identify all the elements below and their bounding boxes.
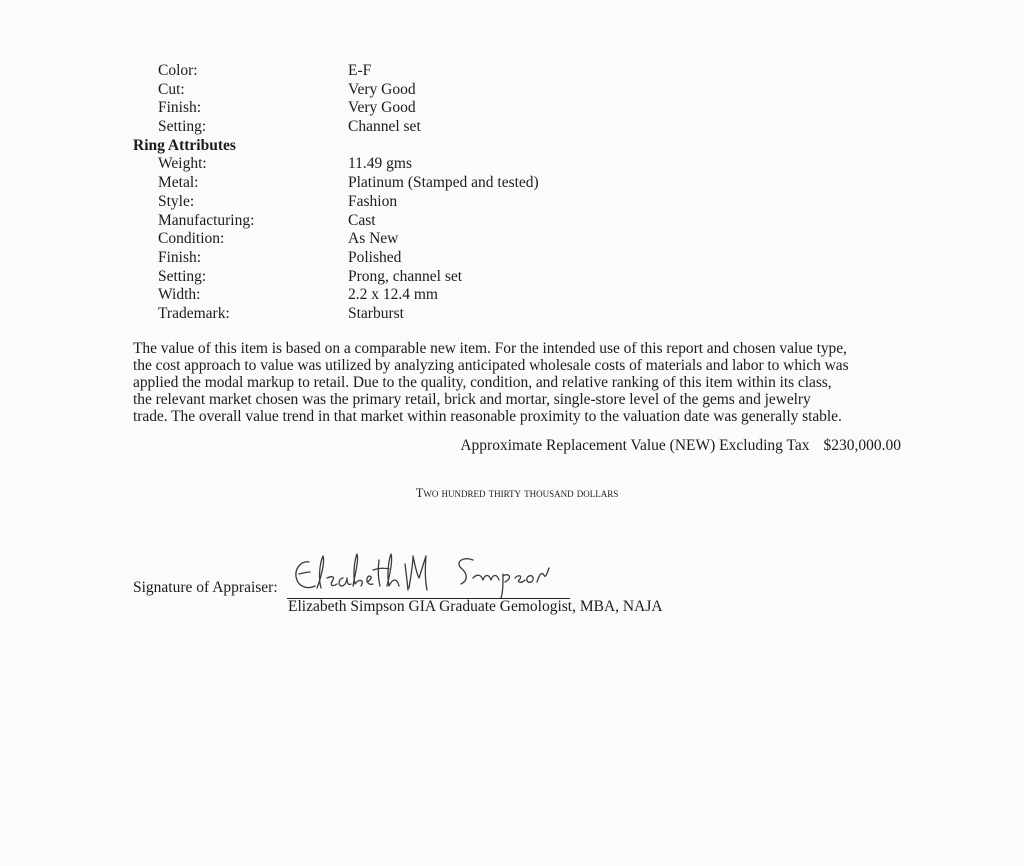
ring-attributes-heading: Ring Attributes [133,136,236,154]
attributes-table [133,62,539,324]
replacement-value-line [460,437,901,455]
attribute-value: Very Good [348,80,416,98]
attribute-label: Finish: [158,248,202,266]
paragraph-line: The value of this item is based on a comparable new item. For the intended use of this report and chosen value type, [133,340,847,357]
attribute-value: Very Good [348,99,416,117]
attribute-label: Condition: [158,230,225,248]
attribute-label: Cut: [158,80,185,98]
attribute-label: Metal: [158,174,199,192]
attribute-label: Setting: [158,267,207,285]
attribute-label: Weight: [158,155,207,173]
paragraph-line: trade. The overall value trend in that market within reasonable proximity to the valuation date was generally stable. [133,408,842,425]
handwritten-signature [287,548,573,600]
paragraph-line: the cost approach to value was utilized by analyzing anticipated wholesale costs of materials and labor to which was [133,357,849,374]
attribute-label: Trademark: [158,304,230,322]
attribute-value: As New [348,230,399,248]
attribute-value: Platinum (Stamped and tested) [348,174,539,192]
paragraph-line: the relevant market chosen was the primary retail, brick and mortar, single-store level of the gems and jewelry [133,391,811,408]
attribute-row [133,81,539,100]
signature-label: Signature of Appraiser: [133,579,278,596]
amount-in-words: Two hundred thirty thousand dollars [415,486,619,500]
attribute-label: Setting: [158,118,207,136]
attribute-value: Channel set [348,118,421,136]
attribute-label: Manufacturing: [158,211,255,229]
valuation-paragraph [133,340,903,425]
attribute-row [133,174,539,193]
attribute-value: Fashion [348,192,398,210]
replacement-value-label: Approximate Replacement Value (NEW) Excluding Tax [460,437,810,454]
attribute-row [133,99,539,118]
attribute-label: Finish: [158,99,202,117]
attribute-value: E-F [348,62,372,79]
attribute-value: 2.2 x 12.4 mm [348,286,438,304]
attribute-row [133,212,539,231]
replacement-value-amount: $230,000.00 [823,437,901,454]
attribute-label: Width: [158,286,201,304]
attribute-row [133,118,539,137]
attribute-value: Polished [348,248,402,266]
attribute-value: 11.49 gms [348,155,413,173]
attribute-row [133,268,539,287]
attribute-row [133,249,539,268]
attribute-row [133,305,539,324]
paragraph-line: applied the modal markup to retail. Due to the quality, condition, and relative ranking of this item within its class, [133,374,832,391]
attribute-value: Cast [348,211,376,229]
attribute-value: Prong, channel set [348,267,463,285]
signature-printed-name: Elizabeth Simpson GIA Graduate Gemologist, MBA, NAJA [288,598,663,615]
attribute-label: Style: [158,192,195,210]
attribute-label: Color: [158,62,198,79]
attribute-row [133,286,539,305]
attribute-row [133,62,539,81]
attribute-value: Starburst [348,304,404,322]
attribute-row [133,155,539,174]
attribute-row [133,230,539,249]
attribute-row [133,193,539,212]
